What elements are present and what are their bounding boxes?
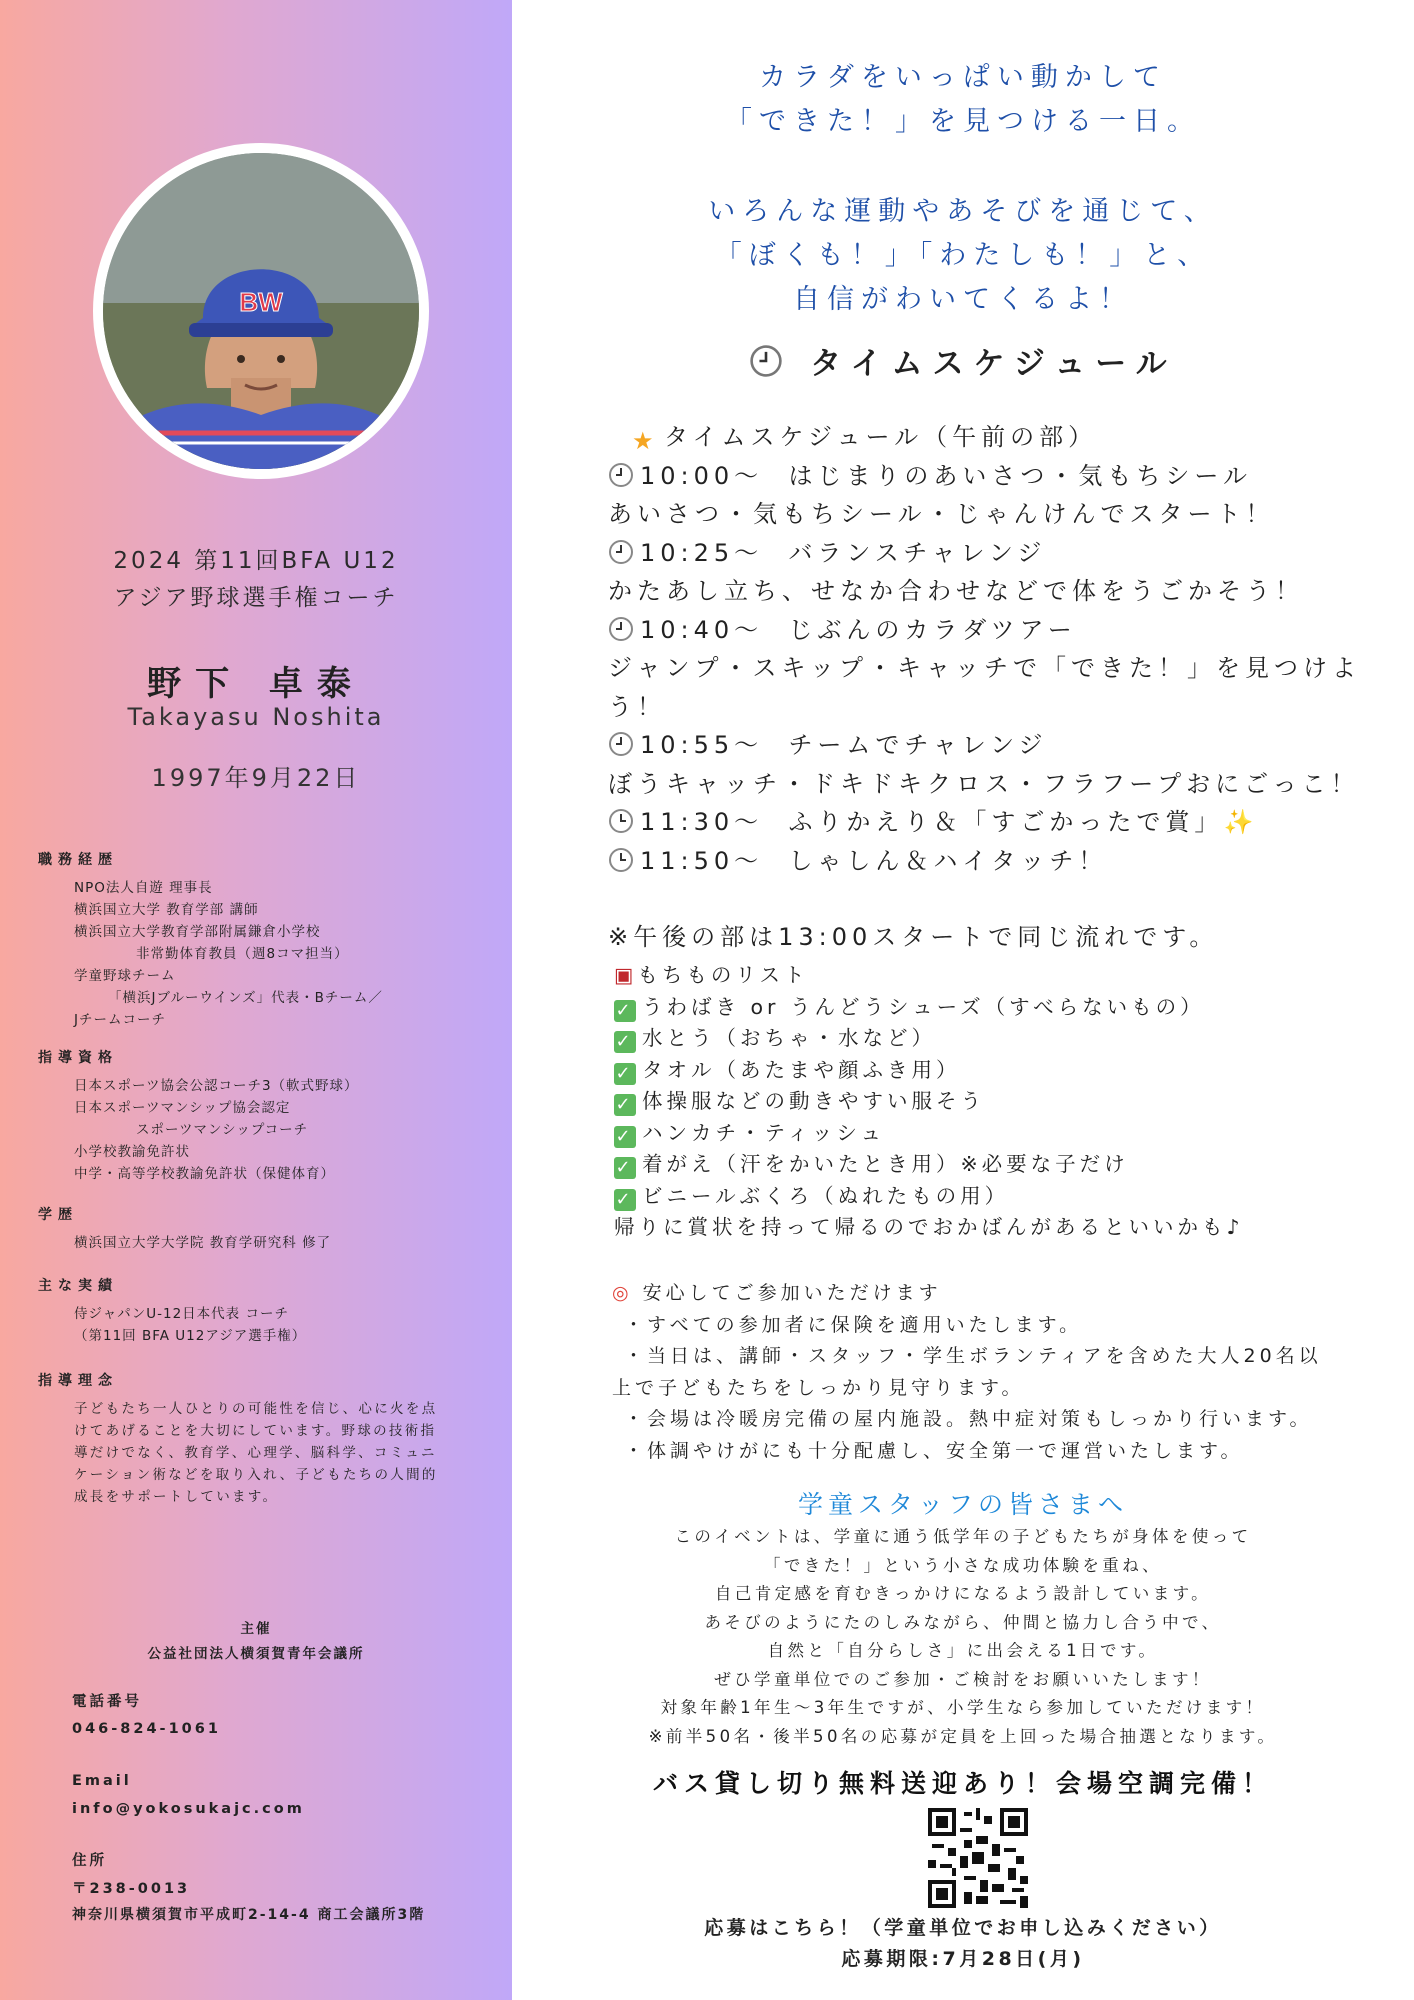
belonging-text: 体操服などの動きやすい服そう bbox=[642, 1089, 985, 1113]
coach-name: 野下 卓泰 bbox=[147, 664, 365, 704]
career-section bbox=[38, 849, 478, 1031]
host-name: 公益社団法人横須賀青年会議所 bbox=[147, 1646, 365, 1662]
check-icon: ✓ bbox=[615, 1125, 635, 1147]
career-line: 「横浜Jブルーウインズ」代表・Bチーム／ bbox=[108, 990, 383, 1006]
email-address[interactable]: info@yokosukajc.com bbox=[72, 1801, 305, 1817]
philosophy-section bbox=[38, 1370, 478, 1508]
coach-photo bbox=[93, 143, 429, 479]
check-icon: ✓ bbox=[615, 1188, 635, 1210]
safety-section bbox=[612, 1278, 1372, 1467]
clock-icon bbox=[749, 344, 783, 378]
check-icon: ✓ bbox=[615, 1094, 635, 1115]
schedule-item bbox=[608, 457, 1368, 496]
apply-deadline: 応募期限:7月28日(月) bbox=[841, 1948, 1085, 1970]
achievements-section bbox=[38, 1275, 478, 1347]
address: 神奈川県横須賀市平成町2-14-4 商工会議所3階 bbox=[72, 1907, 426, 1923]
staff-line: あそびのようにたのしみながら、仲間と協力し合う中で、 bbox=[704, 1612, 1222, 1632]
afternoon-note: ※午後の部は13:00スタートで同じ流れです。 bbox=[608, 923, 1219, 951]
qualification-line: 中学・高等学校教諭免許状（保健体育） bbox=[74, 1166, 335, 1182]
host-label: 主催 bbox=[240, 1621, 272, 1637]
check-icon: ✓ bbox=[615, 1157, 635, 1178]
schedule-item bbox=[608, 803, 1368, 842]
profile-sidebar bbox=[0, 0, 512, 2000]
safety-line: ・会場は冷暖房完備の屋内施設。熱中症対策もしっかり行います。 bbox=[624, 1408, 1313, 1430]
achievement-line: 侍ジャパンU-12日本代表 コーチ bbox=[74, 1306, 289, 1322]
clock-icon bbox=[608, 847, 634, 873]
schedule-heading bbox=[512, 338, 1414, 383]
belonging-text: タオル（あたまや顔ふき用） bbox=[642, 1057, 961, 1082]
staff-line: ※前半50名・後半50名の応募が定員を上回った場合抽選となります。 bbox=[648, 1726, 1278, 1746]
career-line: Jチームコーチ bbox=[74, 1012, 166, 1028]
belonging-text: うわばき or うんどうシューズ（すべらないもの） bbox=[642, 994, 1205, 1019]
address-label: 住所 bbox=[72, 1853, 107, 1869]
clock-icon bbox=[608, 462, 634, 488]
qualification-line: 小学校教諭免許状 bbox=[74, 1144, 190, 1160]
schedule-title: ふりかえり＆「すごかったで賞」 bbox=[788, 808, 1224, 836]
belonging-item bbox=[614, 1181, 1374, 1213]
belonging-text: ハンカチ・ティッシュ bbox=[642, 1120, 885, 1145]
coach-portrait-image bbox=[103, 153, 419, 469]
clock-icon bbox=[608, 616, 634, 642]
philosophy-text: 子どもたち一人ひとりの可能性を信じ、心に火を点けてあげることを大切にしています。野球の技術指導だけでなく、教育学、心理学、脳科学、コミュニケーション術などを取り入れ、子どもたちの人間的成長をサポートしています。 bbox=[74, 1401, 438, 1505]
qualifications-heading: 指導資格 bbox=[38, 1050, 118, 1066]
safety-heading-text: 安心してご参加いただけます bbox=[642, 1282, 942, 1304]
belonging-item bbox=[614, 992, 1374, 1024]
qualifications-section bbox=[38, 1047, 478, 1185]
lifebuoy-icon: ◎ bbox=[612, 1282, 633, 1304]
check-icon: ✓ bbox=[615, 1031, 635, 1052]
coach-title-line-2: アジア野球選手権コーチ bbox=[113, 585, 399, 611]
schedule-item bbox=[608, 534, 1368, 573]
belonging-text: 水とう（おちゃ・水など） bbox=[642, 1026, 936, 1050]
intro-block-1 bbox=[512, 56, 1414, 144]
career-line: 横浜国立大学教育学部附属鎌倉小学校 bbox=[74, 924, 321, 940]
safety-heading bbox=[612, 1278, 1372, 1310]
staff-line: 自然と「自分らしさ」に出会える1日です。 bbox=[767, 1641, 1159, 1660]
career-heading: 職務経歴 bbox=[38, 852, 118, 868]
apply-label[interactable]: 応募はこちら！（学童単位でお申し込みください） bbox=[704, 1917, 1222, 1939]
phone-label: 電話番号 bbox=[72, 1694, 142, 1710]
bus-note: バス貸し切り無料送迎あり！会場空調完備！ bbox=[652, 1769, 1273, 1798]
achievement-line: （第11回 BFA U12アジア選手権） bbox=[74, 1328, 307, 1344]
education-section bbox=[38, 1204, 478, 1254]
qualification-line: 日本スポーツ協会公認コーチ3（軟式野球） bbox=[74, 1078, 359, 1094]
schedule-desc: ぼうキャッチ・ドキドキクロス・フラフープおにごっこ！ bbox=[608, 769, 1360, 798]
belongings-note: 帰りに賞状を持って帰るのでおかばんがあるといいかも♪ bbox=[614, 1215, 1244, 1239]
schedule-item bbox=[608, 842, 1368, 881]
clock-icon bbox=[608, 539, 634, 565]
schedule-desc: あいさつ・気もちシール・じゃんけんでスタート！ bbox=[608, 500, 1275, 528]
qualification-line: 日本スポーツマンシップ協会認定 bbox=[74, 1100, 291, 1116]
safety-line: ・すべての参加者に保険を適用いたします。 bbox=[624, 1313, 1083, 1336]
schedule-time: 11:30〜 bbox=[640, 808, 764, 836]
belonging-item bbox=[614, 1118, 1374, 1150]
belongings-heading-text: もちものリスト bbox=[637, 963, 809, 987]
coach-birthdate: 1997年9月22日 bbox=[151, 764, 361, 792]
schedule-subheading-text: タイムスケジュール（午前の部） bbox=[664, 423, 1098, 451]
intro-line: 「ぼくも！」「わたしも！」と、 bbox=[714, 240, 1212, 271]
intro-line: 「できた！」を見つける一日。 bbox=[725, 106, 1201, 137]
intro-line: カラダをいっぱい動かして bbox=[759, 62, 1167, 93]
schedule-time: 11:50〜 bbox=[640, 846, 764, 875]
schedule-desc: ジャンプ・スキップ・キャッチで「できた！」を見つけよう！ bbox=[608, 654, 1362, 721]
schedule-title: しゃしん＆ハイタッチ！ bbox=[788, 846, 1108, 875]
schedule-time: 10:40〜 bbox=[640, 615, 764, 644]
schedule-title: じぶんのカラダツアー bbox=[788, 615, 1077, 644]
schedule-item bbox=[608, 611, 1368, 650]
check-icon: ✓ bbox=[615, 1062, 635, 1084]
staff-line: このイベントは、学童に通う低学年の子どもたちが身体を使って bbox=[674, 1527, 1252, 1546]
qr-code[interactable] bbox=[928, 1808, 1028, 1908]
intro-block-2 bbox=[512, 190, 1414, 322]
staff-line: 「できた！」という小さな成功体験を重ね、 bbox=[764, 1555, 1162, 1575]
coach-name-roman: Takayasu Noshita bbox=[127, 703, 385, 731]
staff-message bbox=[512, 1523, 1414, 1751]
schedule-title: はじまりのあいさつ・気もちシール bbox=[788, 461, 1252, 490]
schedule-desc: かたあし立ち、せなか合わせなどで体をうごかそう！ bbox=[608, 577, 1304, 605]
career-line: NPO法人自遊 理事長 bbox=[74, 880, 213, 896]
schedule-time: 10:00〜 bbox=[640, 461, 764, 490]
belonging-item bbox=[614, 1023, 1374, 1055]
staff-heading: 学童スタッフの皆さまへ bbox=[797, 1490, 1128, 1519]
spacer bbox=[608, 880, 1368, 918]
staff-line: 自己肯定感を育むきっかけになるよう設計しています。 bbox=[714, 1584, 1212, 1603]
schedule-heading-text: タイムスケジュール bbox=[810, 346, 1177, 382]
coach-title bbox=[0, 543, 512, 617]
intro-line: いろんな運動やあそびを通じて、 bbox=[708, 196, 1218, 227]
schedule-title: バランスチャレンジ bbox=[788, 538, 1047, 567]
schedule-time: 10:55〜 bbox=[640, 731, 764, 759]
belonging-item bbox=[614, 1086, 1374, 1118]
email-label: Email bbox=[72, 1773, 132, 1789]
belongings-heading bbox=[614, 960, 1374, 992]
safety-line: 上で子どもたちをしっかり見守ります。 bbox=[612, 1376, 1025, 1399]
belonging-text: ビニールぶくろ（ぬれたもの用） bbox=[642, 1183, 1010, 1208]
staff-line: ぜひ学童単位でのご参加・ご検討をお願いいたします！ bbox=[714, 1669, 1212, 1689]
schedule-title: チームでチャレンジ bbox=[788, 731, 1048, 759]
career-line: 横浜国立大学 教育学部 講師 bbox=[74, 902, 259, 918]
schedule-item bbox=[608, 726, 1368, 765]
qualification-line: スポーツマンシップコーチ bbox=[136, 1122, 309, 1138]
safety-line: ・当日は、講師・スタッフ・学生ボランティアを含めた大人20名以 bbox=[624, 1345, 1322, 1367]
career-line: 非常勤体育教員（週8コマ担当） bbox=[136, 946, 349, 962]
education-line: 横浜国立大学大学院 教育学研究科 修了 bbox=[74, 1235, 332, 1251]
cap-logo: BW bbox=[239, 287, 283, 317]
career-line: 学童野球チーム bbox=[74, 968, 176, 984]
belonging-text: 着がえ（汗をかいたとき用）※必要な子だけ bbox=[642, 1152, 1129, 1176]
backpack-icon: ▣ bbox=[614, 963, 638, 987]
clock-icon bbox=[608, 731, 634, 757]
clock-icon bbox=[608, 808, 634, 834]
schedule-time: 10:25〜 bbox=[640, 538, 764, 567]
phone-number[interactable]: 046-824-1061 bbox=[72, 1721, 221, 1737]
schedule-subheading bbox=[608, 418, 1368, 457]
check-icon: ✓ bbox=[615, 999, 635, 1021]
star-icon: ★ bbox=[632, 427, 659, 455]
achievements-heading: 主な実績 bbox=[38, 1278, 118, 1294]
postal-code: 〒238-0013 bbox=[72, 1881, 191, 1897]
safety-line: ・体調やけがにも十分配慮し、安全第一で運営いたします。 bbox=[624, 1439, 1244, 1462]
apply-block bbox=[512, 1913, 1414, 1975]
staff-line: 対象年齢1年生〜3年生ですが、小学生なら参加していただけます！ bbox=[660, 1698, 1266, 1717]
belonging-item bbox=[614, 1149, 1374, 1181]
belongings-list bbox=[614, 960, 1374, 1244]
intro-line: 自信がわいてくるよ！ bbox=[793, 284, 1133, 315]
philosophy-heading: 指導理念 bbox=[38, 1373, 118, 1389]
education-heading: 学歴 bbox=[38, 1207, 78, 1223]
sparkles-icon: ✨ bbox=[1223, 808, 1259, 836]
coach-title-line-1: 2024 第11回BFA U12 bbox=[113, 548, 399, 574]
schedule-list bbox=[608, 418, 1368, 957]
belonging-item bbox=[614, 1055, 1374, 1087]
